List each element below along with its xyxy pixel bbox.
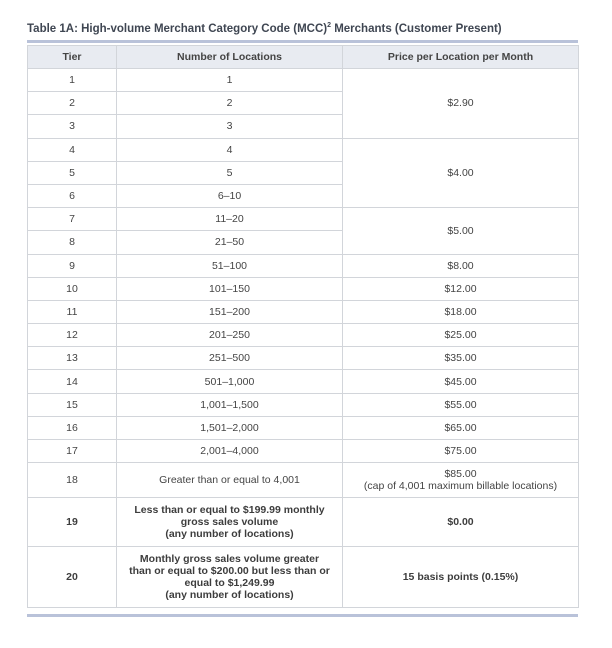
tier-cell: 18 — [28, 463, 117, 498]
header-price: Price per Location per Month — [343, 46, 579, 69]
table-row — [28, 208, 579, 231]
price-cell: $65.00 — [343, 416, 579, 439]
locations-cell — [117, 547, 343, 608]
tier-cell: 11 — [28, 300, 117, 323]
table-title-text-end: Merchants (Customer Present) — [331, 23, 502, 35]
table-row — [28, 393, 579, 416]
table-row — [28, 440, 579, 463]
tier-cell: 19 — [28, 498, 117, 547]
table-row — [28, 300, 579, 323]
table-row — [28, 416, 579, 439]
tier-cell: 5 — [28, 161, 117, 184]
price-cell — [343, 463, 579, 498]
table-row — [28, 138, 579, 161]
tier-cell: 14 — [28, 370, 117, 393]
tier-cell: 13 — [28, 347, 117, 370]
locations-cell: 1,001–1,500 — [117, 393, 343, 416]
locations-cell: Greater than or equal to 4,001 — [117, 463, 343, 498]
tier-cell: 20 — [28, 547, 117, 608]
header-row — [28, 46, 579, 69]
price-cell: $45.00 — [343, 370, 579, 393]
tier-cell: 16 — [28, 416, 117, 439]
tier-cell: 7 — [28, 208, 117, 231]
price-cell: $25.00 — [343, 324, 579, 347]
locations-cell: 1,501–2,000 — [117, 416, 343, 439]
tier-cell: 1 — [28, 69, 117, 92]
locations-cell: 51–100 — [117, 254, 343, 277]
locations-line: than or equal to $200.00 but less than or — [129, 565, 330, 578]
locations-cell: 21–50 — [117, 231, 343, 254]
locations-cell: 201–250 — [117, 324, 343, 347]
price-note: (cap of 4,001 maximum billable locations) — [363, 480, 558, 493]
price-cell: $75.00 — [343, 440, 579, 463]
price-cell: $18.00 — [343, 300, 579, 323]
table-row — [28, 547, 579, 608]
pricing-table — [27, 45, 579, 608]
locations-line: (any number of locations) — [165, 589, 294, 602]
price-cell: $4.00 — [343, 138, 579, 208]
table-row — [28, 498, 579, 547]
locations-cell: 4 — [117, 138, 343, 161]
table-title — [27, 23, 502, 35]
price-cell: $5.00 — [343, 208, 579, 254]
table-row — [28, 69, 579, 92]
table-row — [28, 277, 579, 300]
locations-line: equal to $1,249.99 — [184, 577, 275, 590]
tier-cell: 12 — [28, 324, 117, 347]
top-rule — [27, 40, 578, 43]
locations-cell: 501–1,000 — [117, 370, 343, 393]
tier-cell: 3 — [28, 115, 117, 138]
table-row — [28, 347, 579, 370]
tier-cell: 9 — [28, 254, 117, 277]
tier-cell: 4 — [28, 138, 117, 161]
price-cell: $35.00 — [343, 347, 579, 370]
locations-line: gross sales volume — [180, 516, 279, 529]
table-row — [28, 254, 579, 277]
locations-cell: 11–20 — [117, 208, 343, 231]
locations-line: (any number of locations) — [165, 528, 294, 541]
price-cell: 15 basis points (0.15%) — [343, 547, 579, 608]
footnote-marker: 2 — [327, 22, 331, 29]
table-row — [28, 370, 579, 393]
locations-cell: 101–150 — [117, 277, 343, 300]
price-cell: $12.00 — [343, 277, 579, 300]
tier-cell: 15 — [28, 393, 117, 416]
price-cell: $0.00 — [343, 498, 579, 547]
locations-cell: 5 — [117, 161, 343, 184]
price-cell: $2.90 — [343, 69, 579, 139]
locations-cell: 151–200 — [117, 300, 343, 323]
locations-line: Monthly gross sales volume greater — [139, 553, 320, 566]
price-cell: $8.00 — [343, 254, 579, 277]
locations-cell: 2,001–4,000 — [117, 440, 343, 463]
header-locations: Number of Locations — [117, 46, 343, 69]
table-row — [28, 324, 579, 347]
locations-cell: 251–500 — [117, 347, 343, 370]
tier-cell: 10 — [28, 277, 117, 300]
locations-cell: 3 — [117, 115, 343, 138]
bottom-rule — [27, 614, 578, 617]
locations-cell: 6–10 — [117, 184, 343, 207]
locations-line: Less than or equal to $199.99 monthly — [134, 504, 325, 517]
table-title-text: Table 1A: High-volume Merchant Category Code (MCC) — [27, 23, 328, 35]
locations-cell — [117, 498, 343, 547]
locations-cell: 2 — [117, 92, 343, 115]
price-cell: $55.00 — [343, 393, 579, 416]
tier-cell: 8 — [28, 231, 117, 254]
tier-cell: 2 — [28, 92, 117, 115]
tier-cell: 6 — [28, 184, 117, 207]
locations-cell: 1 — [117, 69, 343, 92]
price-value: $85.00 — [444, 468, 477, 481]
header-tier: Tier — [28, 46, 117, 69]
tier-cell: 17 — [28, 440, 117, 463]
table-row — [28, 463, 579, 498]
